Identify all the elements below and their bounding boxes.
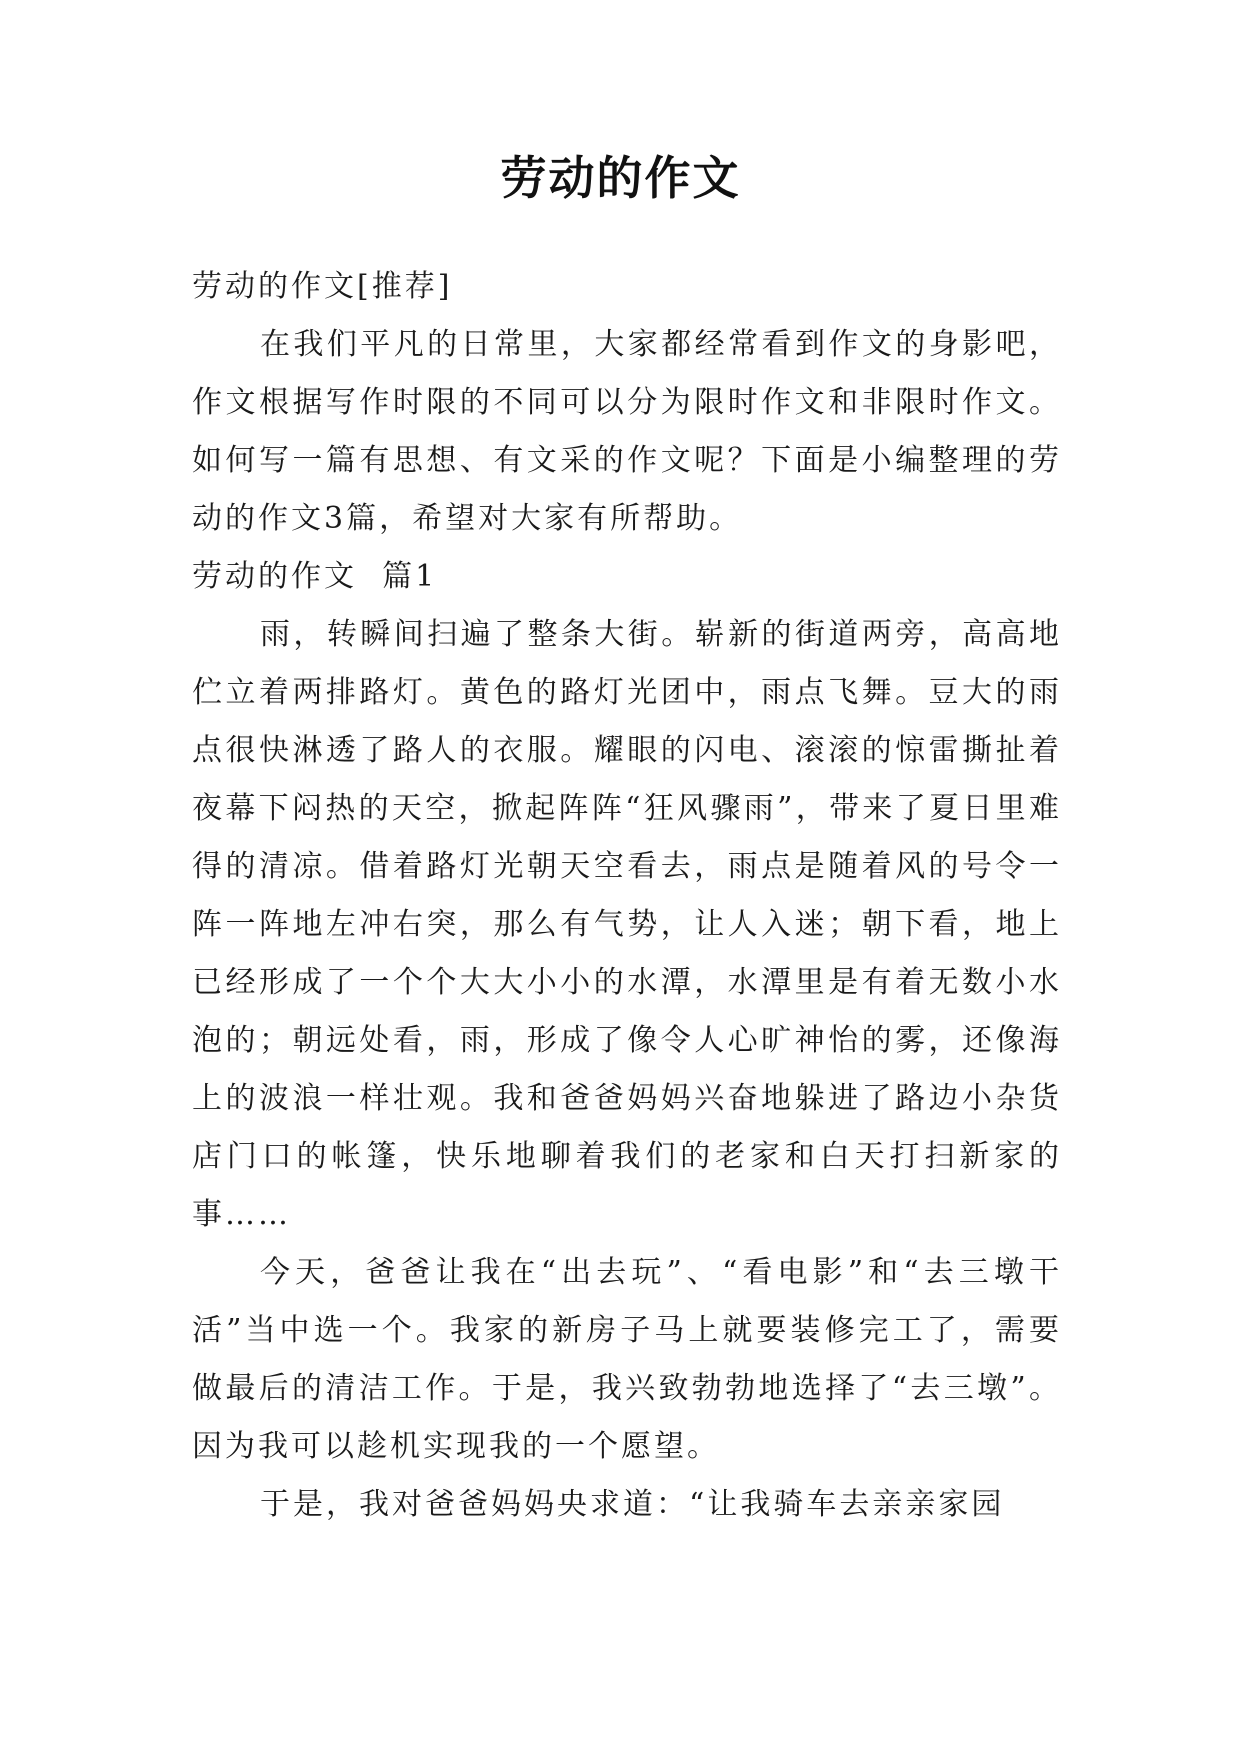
intro-paragraph: 在我们平凡的日常里，大家都经常看到作文的身影吧，作文根据写作时限的不同可以分为限时作文和非限时作文。如何写一篇有思想、有文采的作文呢？下面是小编整理的劳动的作文3篇，希望对大家有所帮助。 <box>192 327 1062 536</box>
body-paragraph: 于是，我对爸爸妈妈央求道：“让我骑车去亲亲家园 <box>260 1487 1005 1522</box>
body-paragraph: 今天，爸爸让我在“出去玩”、“看电影”和“去三墩干活”当中选一个。我家的新房子马上就要装修完工了，需要做最后的清洁工作。于是，我兴致勃勃地选择了“去三墩”。因为我可以趁机实现我的一个愿望。 <box>192 1255 1062 1464</box>
document-subtitle: 劳动的作文[推荐] <box>192 269 453 304</box>
body-paragraph: 雨，转瞬间扫遍了整条大街。崭新的街道两旁，高高地伫立着两排路灯。黄色的路灯光团中，雨点飞舞。豆大的雨点很快淋透了路人的衣服。耀眼的闪电、滚滚的惊雷撕扯着夜幕下闷热的天空，掀起阵阵“狂风骤雨”，带来了夏日里难得的清凉。借着路灯光朝天空看去，雨点是随着风的号令一阵一阵地左冲右突，那么有气势，让人入迷；朝下看，地上已经形成了一个个大大小小的水潭，水潭里是有着无数小水泡的；朝远处看，雨，形成了像令人心旷神怡的雾，还像海上的波浪一样壮观。我和爸爸妈妈兴奋地躲进了路边小杂货店门口的帐篷，快乐地聊着我们的老家和白天打扫新家的事…… <box>192 617 1062 1232</box>
section-heading: 劳动的作文 篇1 <box>192 559 438 594</box>
document-title: 劳动的作文 <box>500 151 741 205</box>
document-body <box>192 258 1062 1534</box>
